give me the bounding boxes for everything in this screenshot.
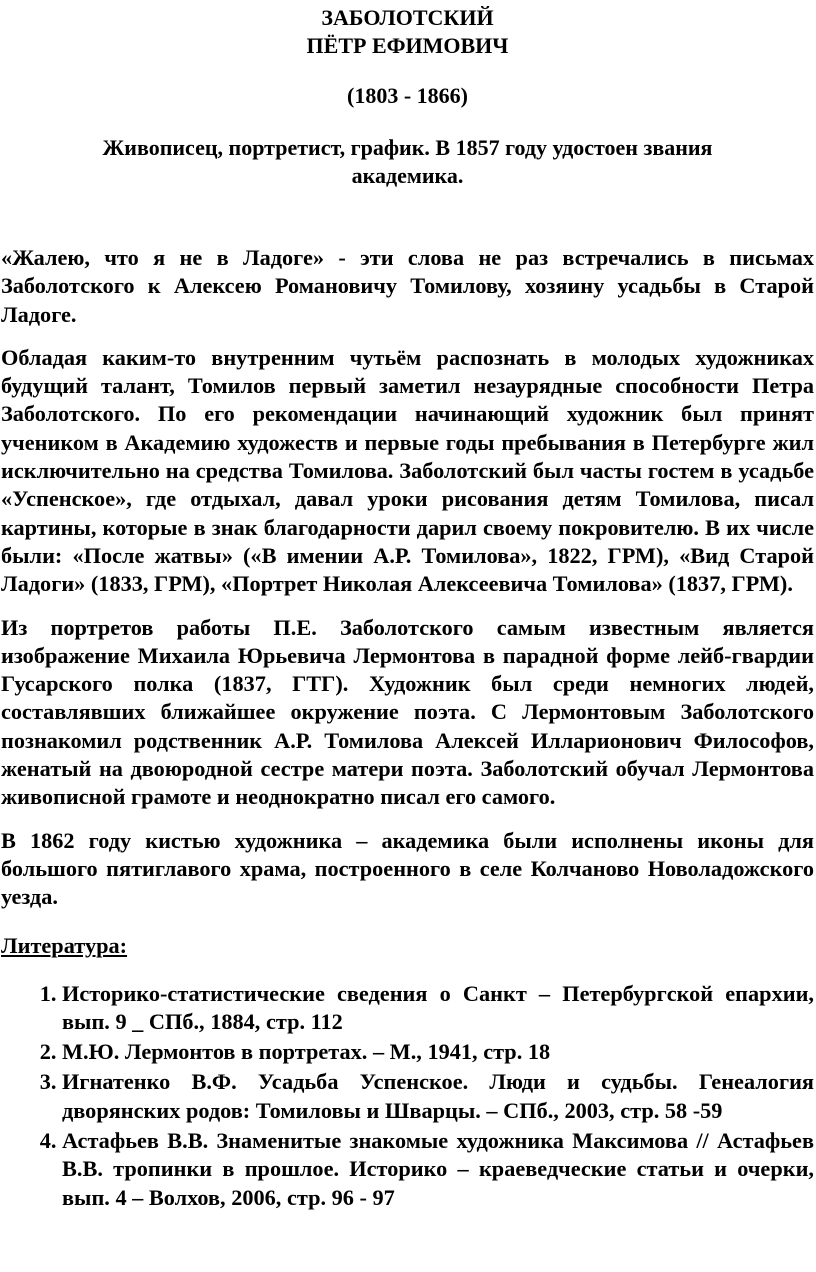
paragraph: В 1862 году кистью художника – академика были исполнены иконы для большого пятиглавого храма, построенного в селе Колчаново Новоладожского уезда.: [1, 827, 814, 910]
literature-list: [1, 980, 814, 1212]
literature-item: 3. Игнатенко В.Ф. Усадьба Успенское. Люди и судьбы. Генеалогия дворянских родов: Томиловы и Шварцы. – СПб., 2003, стр. 58 -59: [62, 1068, 814, 1125]
literature-item: 4. Астафьев В.В. Знаменитые знакомые художника Максимова // Астафьев В.В. тропинки в прошлое. Историко – краеведческие статьи и очерки, вып. 4 – Волхов, 2006, стр. 96 - 97: [62, 1127, 814, 1212]
literature-item: 1. Историко-статистические сведения о Санкт – Петербургской епархии, вып. 9 _ СПб., 1884, стр. 112: [62, 980, 814, 1037]
surname-heading: ЗАБОЛОТСКИЙ: [321, 5, 494, 30]
paragraph: Из портретов работы П.Е. Заболотского самым известным является изображение Михаила Юрьевича Лермонтова в парадной форме лейб-гвардии Гусарского полка (1837, ГТГ). Художник был среди немногих людей, составлявших ближайшее окружение поэта. С Лермонтовым Заболотского познакомил родственник А.Р. Томилова Алексей Илларионович Философов, женатый на двоюродной сестре матери поэта. Заболотский обучал Лермонтова живописной грамоте и неоднократно писал его самого.: [1, 614, 814, 810]
literature-item: 2. М.Ю. Лермонтов в портретах. – М., 1941, стр. 18: [62, 1038, 814, 1066]
literature-heading: Литература:: [1, 932, 128, 958]
paragraph: Обладая каким-то внутренним чутьём распознать в молодых художниках будущий талант, Томилов первый заметил незаурядные способности Петра Заболотского. По его рекомендации начинающий художник был принят учеником в Академию художеств и первые годы пребывания в Петербурге жил исключительно на средства Томилова. Заболотский был часты гостем в усадьбе «Успенское», где отдыхал, давал уроки рисования детям Томилова, писал картины, которые в знак благодарности дарил своему покровителю. В их числе были: «После жатвы» («В имении А.Р. Томилова», 1822, ГРМ), «Вид Старой Ладоги» (1833, ГРМ), «Портрет Николая Алексеевича Томилова» (1837, ГРМ).: [1, 344, 814, 597]
article-body: [1, 244, 814, 912]
life-years: (1803 - 1866): [347, 83, 468, 108]
subtitle: Живописец, портретист, график. В 1857 году удостоен звания академика.: [102, 135, 713, 188]
paragraph: «Жалею, что я не в Ладоге» - эти слова не раз встречались в письмах Заболотского к Алексею Романовичу Томилову, хозяину усадьбы в Старой Ладоге.: [1, 245, 814, 327]
given-names-heading: ПЁТР ЕФИМОВИЧ: [306, 33, 509, 58]
document-header: [1, 0, 814, 190]
